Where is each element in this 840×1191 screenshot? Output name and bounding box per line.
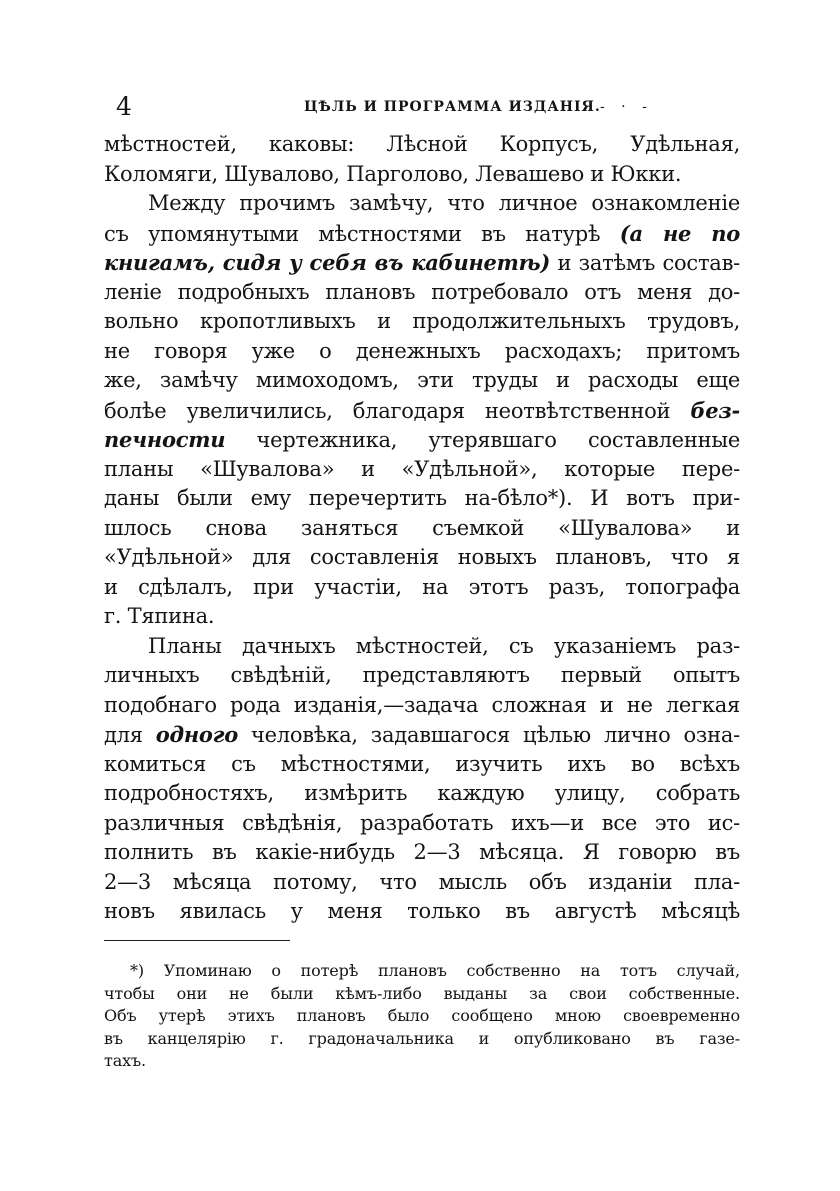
text-line: «Удѣльной» для составленія новыхъ плановъ, что я	[104, 545, 740, 569]
text-line: вольно кропотливыхъ и продолжительныхъ трудовъ,	[104, 309, 740, 333]
text-line: шлось снова заняться съемкой «Шувалова» и	[104, 515, 740, 540]
text-line: комиться съ мѣстностями, изучить ихъ во всѣхъ	[104, 751, 740, 776]
text-line: полнить въ какіе-нибудь 2—3 мѣсяца. Я говорю въ	[104, 840, 740, 864]
text-line: съ упомянутыми мѣстностями въ натурѣ (а не по	[104, 220, 740, 246]
text-line: 2—3 мѣсяца потому, что мысль объ изданіи пла-	[104, 869, 740, 894]
text-line: новъ явилась у меня только въ августѣ мѣсяцѣ	[104, 899, 740, 923]
emphasis-text: печности	[104, 427, 226, 452]
footnote-divider	[104, 940, 290, 941]
text-line: леніе подробныхъ плановъ потребовало отъ меня до-	[104, 279, 740, 304]
emphasis-text: книгамъ, сидя у себя въ кабинетѣ)	[104, 250, 551, 275]
page-number: 4	[116, 92, 132, 121]
running-head	[104, 90, 744, 124]
footnote-line: Объ утерѣ этихъ плановъ было сообщено мною своевременно	[104, 1006, 740, 1025]
text-line: Планы дачныхъ мѣстностей, съ указаніемъ раз-	[148, 633, 740, 658]
footnote-line: тахъ.	[104, 1051, 146, 1070]
text-line: печности чертежника, утерявшаго составленные	[104, 427, 740, 452]
footnote-line: въ канцелярію г. градоначальника и опубликовано въ газе-	[104, 1028, 740, 1048]
text-line: различныя свѣдѣнія, разработать ихъ—и все это ис-	[104, 810, 740, 835]
text-line: личныхъ свѣдѣній, представляютъ первый опытъ	[104, 663, 740, 687]
main-text	[104, 130, 740, 927]
text-line: и сдѣлалъ, при участіи, на этотъ разъ, топографа	[104, 574, 740, 599]
running-title: ЦѢЛЬ И ПРОГРАММА ИЗДАНІЯ.	[304, 99, 601, 115]
text-line: подробностяхъ, измѣрить каждую улицу, собрать	[104, 781, 740, 805]
head-ornament: - · -	[600, 99, 653, 115]
text-line: Коломяги, Шувалово, Парголово, Левашево и Юкки.	[104, 161, 682, 186]
text-line: мѣстностей, каковы: Лѣсной Корпусъ, Удѣльная,	[104, 132, 740, 156]
text-line: книгамъ, сидя у себя въ кабинетѣ) и затѣмъ состав-	[104, 250, 740, 275]
emphasis-text: без-	[690, 397, 740, 423]
text-line: планы «Шувалова» и «Удѣльной», которые пере-	[104, 456, 740, 481]
text-line: г. Тяпина.	[104, 604, 215, 628]
footnote	[104, 960, 740, 1073]
footnote-line: чтобы они не были кѣмъ-либо выданы за свои собственные.	[104, 983, 740, 1003]
emphasis-text: (а не по	[619, 220, 740, 246]
text-line: подобнаго рода изданія,—задача сложная и не легкая	[104, 692, 740, 717]
text-line: болѣе увеличились, благодаря неотвѣтственной без-	[104, 397, 740, 423]
text-line: же, замѣчу мимоходомъ, эти труды и расходы еще	[104, 368, 740, 392]
footnote-line: *) Упоминаю о потерѣ плановъ собственно на тотъ случай,	[130, 961, 740, 980]
text-line: для одного человѣка, задавшагося цѣлью лично озна-	[104, 722, 740, 747]
emphasis-text: одного	[155, 722, 238, 747]
text-line: даны были ему перечертить на-бѣло*). И вотъ при-	[104, 486, 740, 510]
text-line: Между прочимъ замѣчу, что личное ознакомленіе	[148, 191, 740, 215]
text-line: не говоря уже о денежныхъ расходахъ; притомъ	[104, 338, 740, 363]
